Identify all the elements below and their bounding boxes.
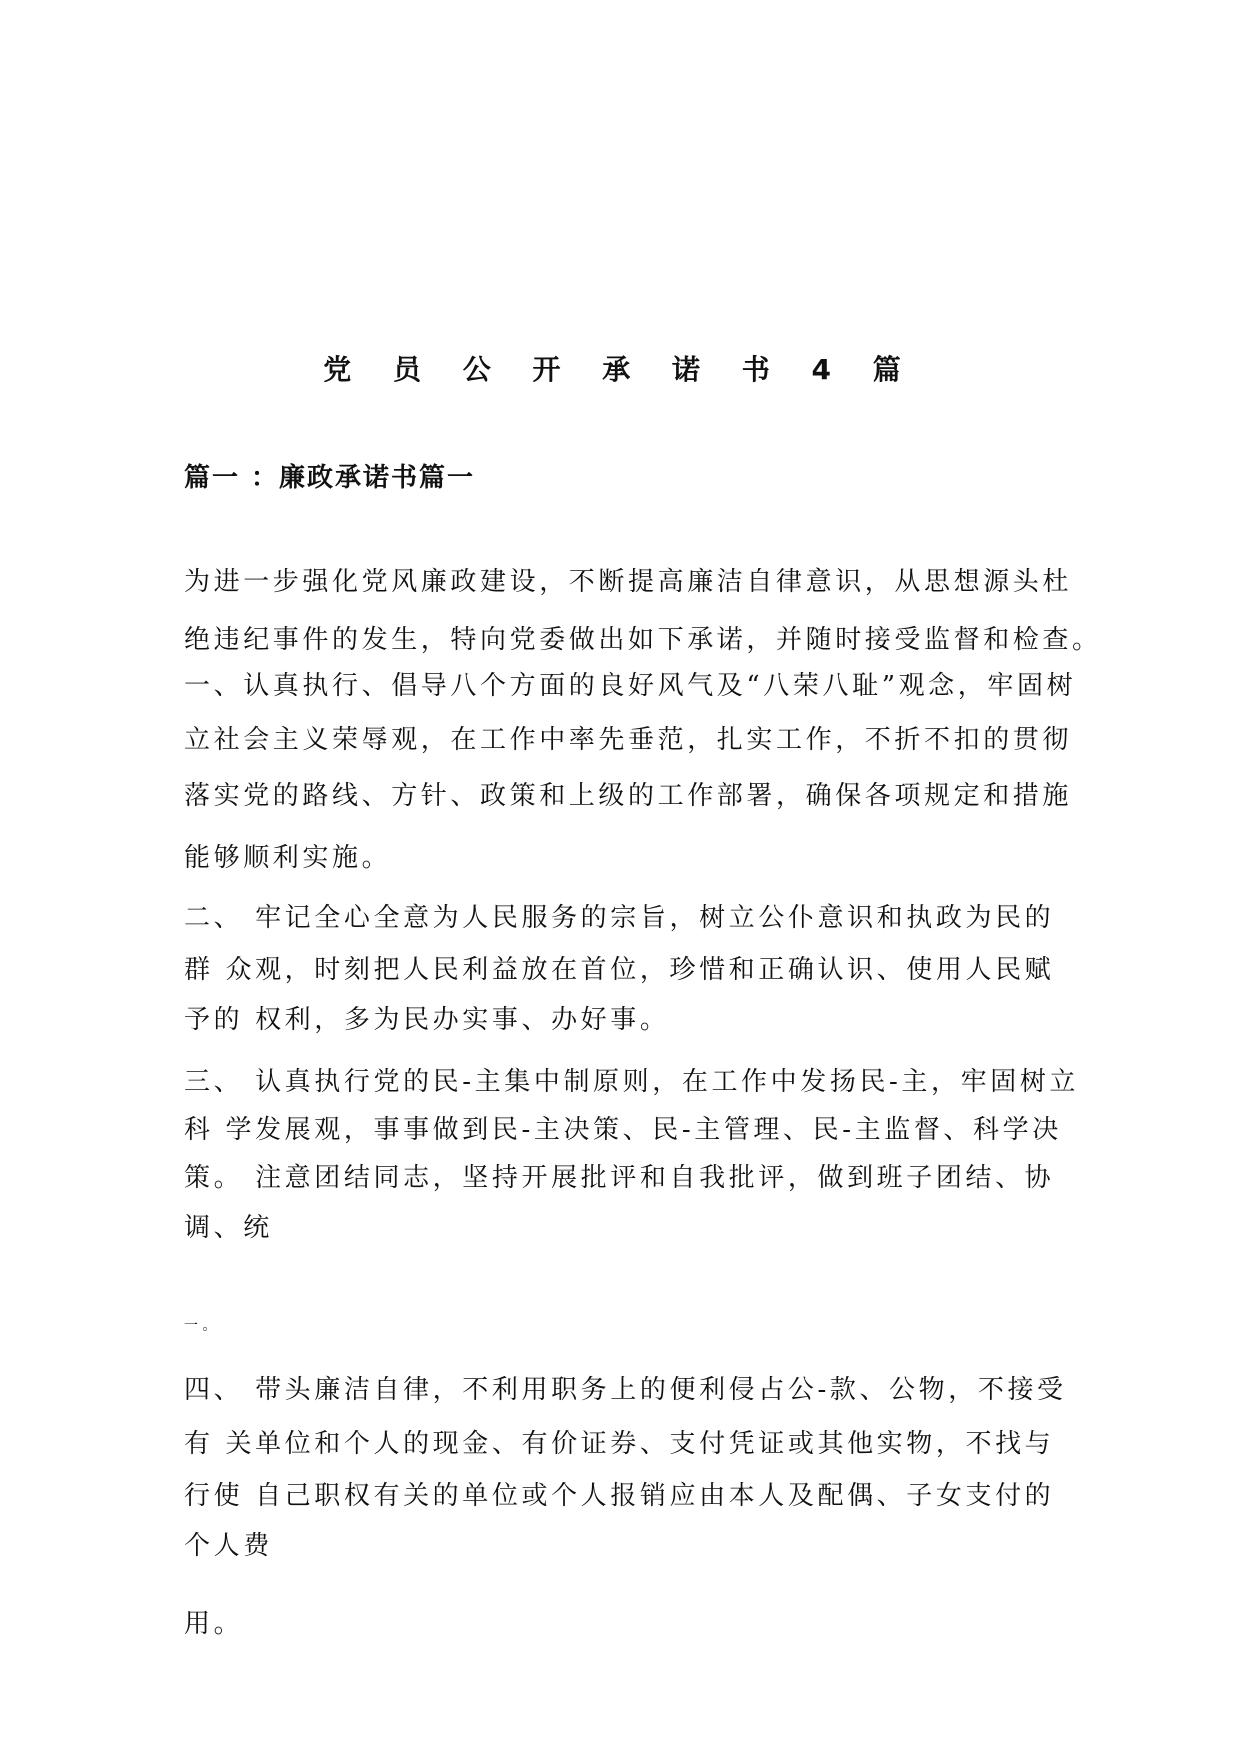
- paragraph-line: 一、认真执行、倡导八个方面的良好风气及“八荣八耻”观念，牢固树: [184, 671, 1077, 701]
- paragraph-line: 绝违纪事件的发生，特向党委做出如下承诺，并随时接受监督和检查。: [184, 625, 1102, 655]
- paragraph-line: 能够顺利实施。: [184, 843, 392, 873]
- paragraph-line: 四、 带头廉洁自律，不利用职务上的便利侵占公-款、公物，不接受: [184, 1375, 1067, 1405]
- paragraph-line: 落实党的路线、方针、政策和上级的工作部署，确保各项规定和措施: [184, 781, 1073, 811]
- document-title: 党 员 公 开 承 诺 书 4 篇: [323, 353, 917, 386]
- section-heading: 篇一 ：廉政承诺书篇一: [184, 463, 476, 493]
- paragraph-line: 策。 注意团结同志，坚持开展批评和自我批评，做到班子团结、协: [184, 1163, 1055, 1193]
- paragraph-line: 为进一步强化党风廉政建设，不断提高廉洁自律意识，从思想源头杜: [184, 567, 1073, 597]
- paragraph-line: 立社会主义荣辱观，在工作中率先垂范，扎实工作，不折不扣的贯彻: [184, 725, 1073, 755]
- paragraph-line: 行使 自己职权有关的单位或个人报销应由本人及配偶、子女支付的: [184, 1481, 1055, 1511]
- paragraph-line: 三、 认真执行党的民-主集中制原则，在工作中发扬民-主，牢固树立: [184, 1067, 1080, 1097]
- paragraph-line: 用。: [184, 1609, 244, 1639]
- paragraph-line: 个人费: [184, 1531, 273, 1561]
- paragraph-line: 予的 权利，多为民办实事、办好事。: [184, 1005, 670, 1035]
- paragraph-line: 有 关单位和个人的现金、有价证券、支付凭证或其他实物，不找与: [184, 1429, 1055, 1459]
- paragraph-line: 科 学发展观，事事做到民-主决策、民-主管理、民-主监督、科学决: [184, 1115, 1062, 1145]
- paragraph-line: 群 众观，时刻把人民利益放在首位，珍惜和正确认识、使用人民赋: [184, 955, 1055, 985]
- paragraph-line: 二、 牢记全心全意为人民服务的宗旨，树立公仆意识和执政为民的: [184, 903, 1055, 933]
- paragraph-line: 调、统: [184, 1213, 273, 1243]
- fragment-mark: 一 。: [184, 1318, 217, 1334]
